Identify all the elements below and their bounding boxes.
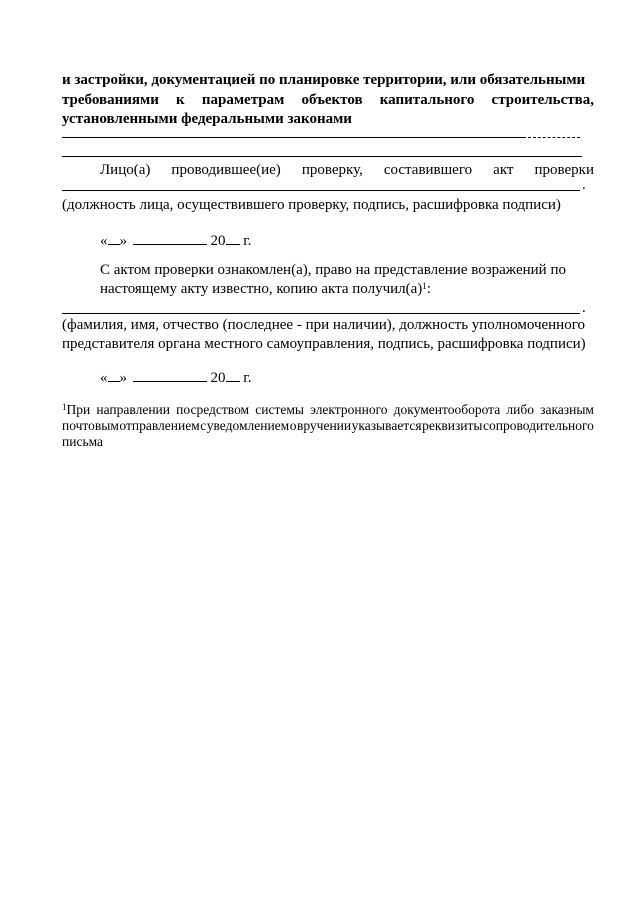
footnote-line-3: письма	[62, 434, 104, 449]
header-word: к	[176, 92, 185, 108]
inspector-word: проверки	[534, 162, 594, 178]
signature-line	[62, 190, 580, 191]
ack-line-2	[100, 281, 431, 298]
footnote-word: заказным	[540, 402, 594, 417]
quote-open: «	[100, 233, 108, 249]
footnote-word: указывается	[351, 418, 422, 433]
header-line-2	[62, 92, 594, 109]
footnote-word: сопроводительного	[483, 418, 594, 433]
footnote-word: с	[200, 418, 207, 433]
year-suffix: г.	[243, 370, 252, 386]
footnote-word: посредством	[176, 402, 250, 417]
footnote-word: документооборота	[393, 402, 501, 417]
inspector-word: проверку,	[301, 162, 363, 178]
footnote-line-2	[62, 418, 594, 434]
date-line	[100, 369, 251, 387]
footnote-word: почтовым	[62, 418, 119, 433]
ack-colon: :	[426, 281, 431, 297]
year-suffix: г.	[243, 233, 252, 249]
inspector-line	[100, 162, 594, 179]
ack-line-2-text: настоящему акту известно, копию акта получил(а)	[100, 281, 423, 297]
header-word: требованиями	[62, 92, 159, 108]
end-mark: .	[582, 177, 586, 193]
fill-line	[62, 156, 582, 157]
ack-line-1: С актом проверки ознакомлен(а), право на представление возражений по	[100, 262, 566, 278]
quote-open: «	[100, 370, 108, 386]
footnote-ref: 1	[422, 281, 427, 291]
footnote-word: о	[289, 418, 297, 433]
quote-close: »	[119, 233, 127, 249]
inspector-word: акт	[493, 162, 514, 178]
year-prefix: 20	[210, 370, 226, 386]
header-line-1: и застройки, документацией по планировке территории, или обязательными	[62, 72, 586, 88]
footnote-word: отправлением	[119, 418, 200, 433]
ack-caption-line-1: (фамилия, имя, отчество (последнее - при наличии), должность уполномоченного	[62, 317, 585, 333]
header-word: параметрам	[201, 92, 285, 108]
end-mark: .	[582, 300, 586, 316]
footnote-word: вручении	[296, 418, 352, 433]
header-word: объектов	[301, 92, 363, 108]
quote-close: »	[119, 370, 127, 386]
header-word: строительства,	[491, 92, 594, 108]
footnote-word: электронного	[310, 402, 388, 417]
inspector-word: составившего	[383, 162, 473, 178]
fill-line	[62, 137, 526, 138]
footnote-line-1	[62, 402, 594, 418]
footnote-word: либо	[506, 402, 534, 417]
date-line	[100, 232, 251, 250]
fill-line-dashed	[528, 137, 580, 138]
year-prefix: 20	[210, 233, 226, 249]
inspector-word: проводившее(ие)	[171, 162, 281, 178]
inspector-caption: (должность лица, осуществившего проверку, подпись, расшифровка подписи)	[62, 197, 561, 213]
header-line-3: установленными федеральными законами	[62, 111, 352, 127]
ack-caption-line-2: представителя органа местного самоуправления, подпись, расшифровка подписи)	[62, 336, 586, 352]
inspector-word: Лицо(а)	[100, 162, 151, 178]
header-word: капитального	[379, 92, 475, 108]
footnote-word: системы	[255, 402, 304, 417]
footnote-word: направлении	[96, 402, 170, 417]
footnote-word: реквизиты	[422, 418, 483, 433]
footnote-word: $^1$При	[62, 402, 91, 417]
signature-line	[62, 313, 580, 314]
footnote-word: уведомлением	[206, 418, 290, 433]
footnote-marker: 1	[62, 402, 67, 412]
